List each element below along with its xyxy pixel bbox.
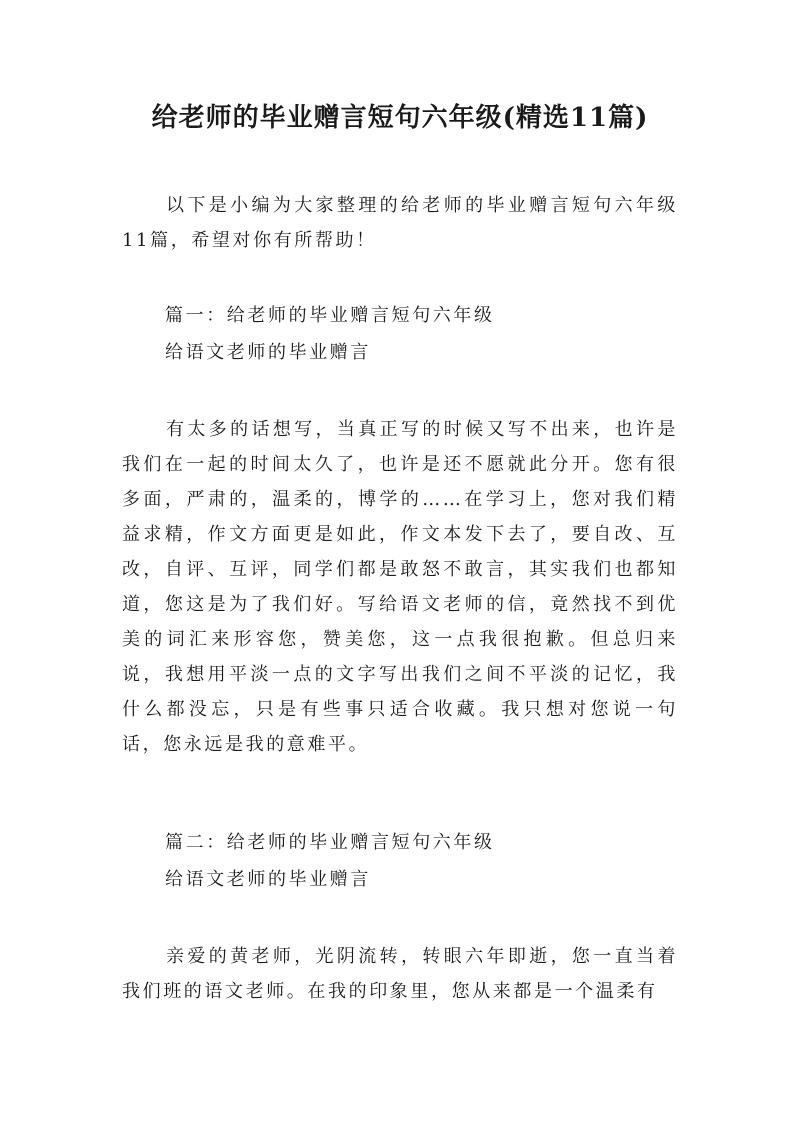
section-1-heading: 篇一：给老师的毕业赠言短句六年级 [165,305,495,326]
section-2-subheading: 给语文老师的毕业赠言 [165,869,371,890]
section-2-heading: 篇二：给老师的毕业赠言短句六年级 [165,832,495,853]
section-1-body: 有太多的话想写，当真正写的时候又写不出来，也许是我们在一起的时间太久了，也许是还不愿就此分开。您有很多面，严肃的，温柔的，博学的……在学习上，您对我们精益求精，作文方面更是如此，作文本发下去了，要自改、互改，自评、互评，同学们都是敢怒不敢言，其实我们也都知道，您这是为了我们好。写给语文老师的信，竟然找不到优美的词汇来形容您，赞美您，这一点我很抱歉。但总归来说，我想用平淡一点的文字写出我们之间不平淡的记忆，我什么都没忘，只是有些事只适合收藏。我只想对您说一句话，您永远是我的意难平。 [122,419,678,755]
section-1-subheading: 给语文老师的毕业赠言 [165,342,371,363]
document-title: 给老师的毕业赠言短句六年级(精选11篇) [151,103,649,133]
intro-paragraph: 以下是小编为大家整理的给老师的毕业赠言短句六年级11篇，希望对你有所帮助！ [122,195,678,251]
section-2-body: 亲爱的黄老师，光阴流转，转眼六年即逝，您一直当着我们班的语文老师。在我的印象里，您从来都是一个温柔有 [122,946,678,1002]
